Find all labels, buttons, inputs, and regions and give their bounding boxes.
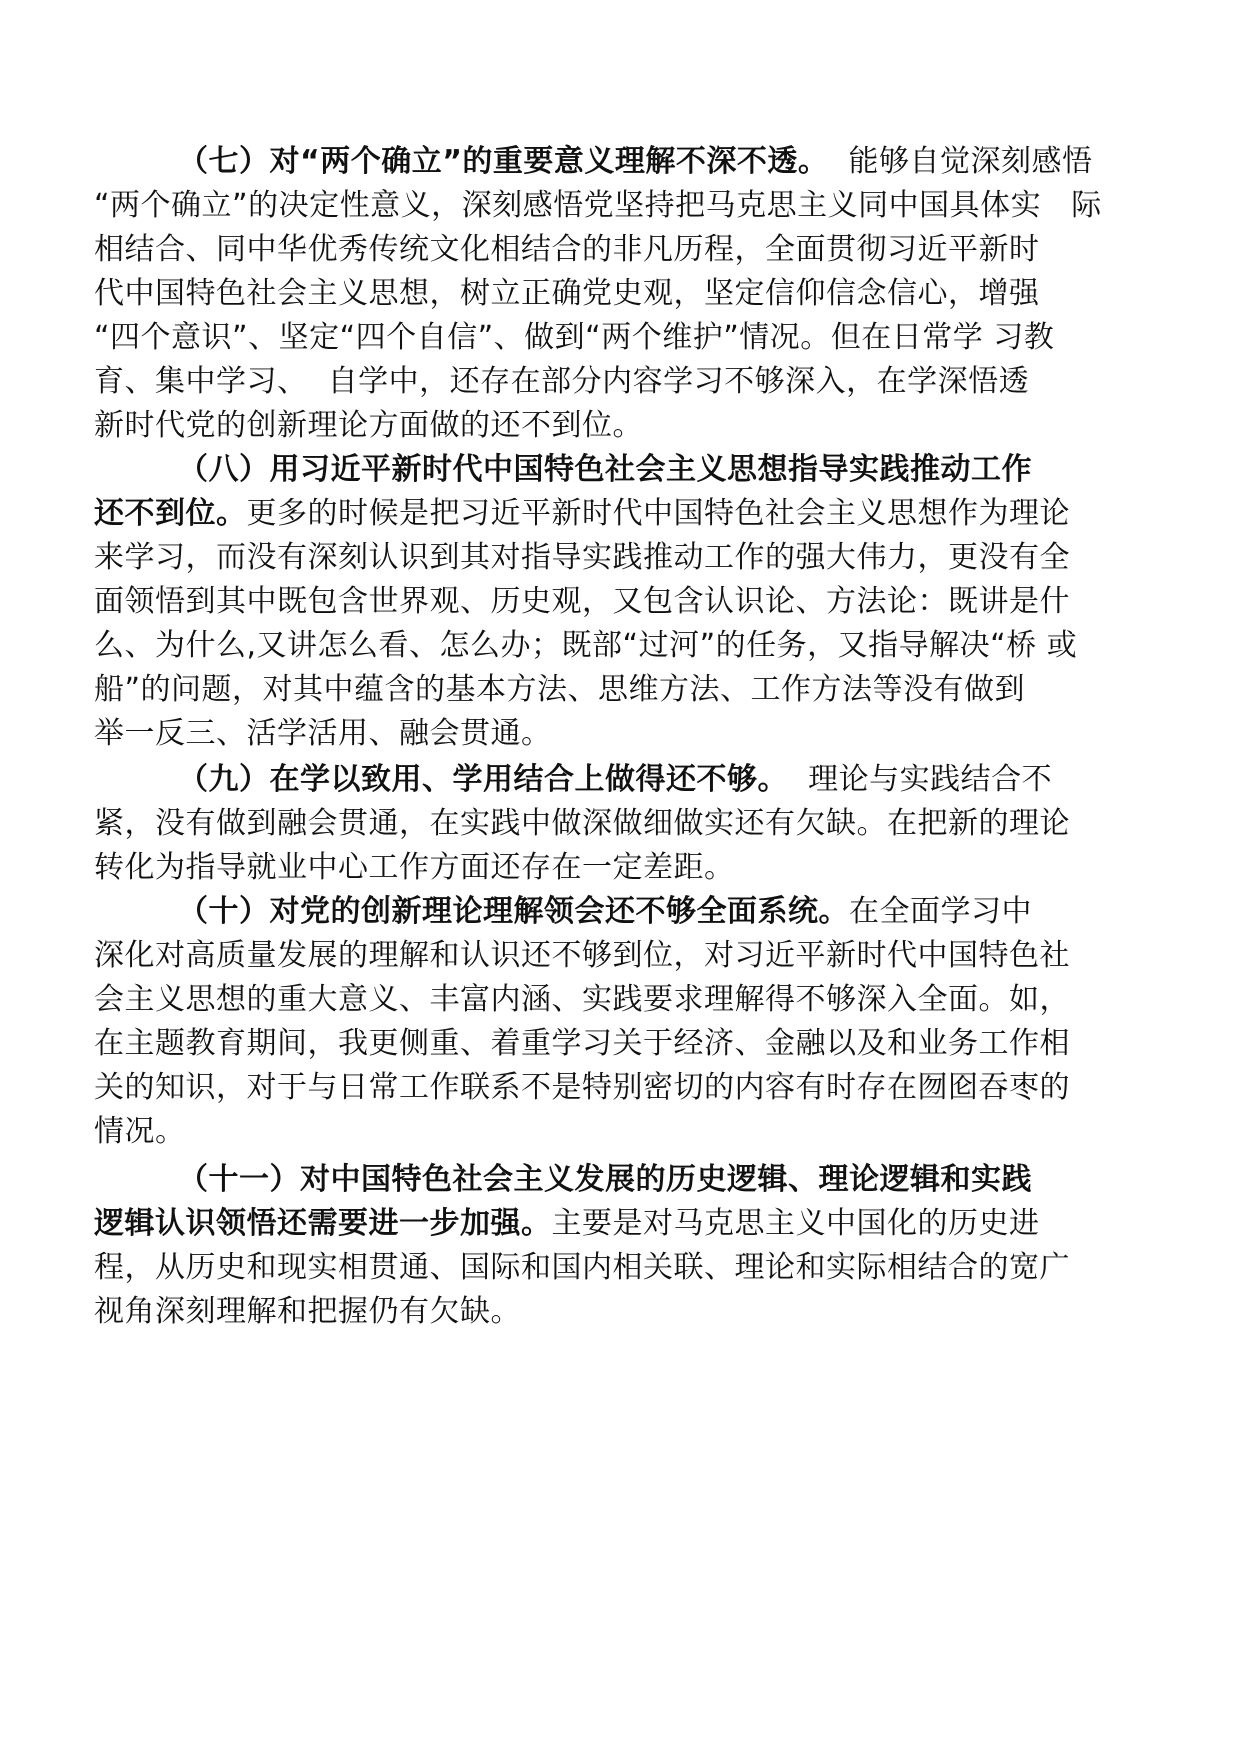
paragraph-text: 么、为什么,又讲怎么看、怎么办；既部“过河”的任务，又指导解决“桥 或 — [94, 628, 1078, 663]
section-heading: （九）在学以致用、学用结合上做得还不够。 — [178, 762, 788, 797]
text-line — [94, 848, 735, 888]
section-heading: 逻辑认识领悟还需要进一步加强。 — [94, 1206, 552, 1241]
text-line — [94, 1112, 186, 1152]
text-line — [178, 760, 1052, 800]
paragraph-text: “两个确立”的决定性意义，深刻感悟党坚持把马克思主义同中国具体实 际 — [94, 188, 1102, 223]
paragraph-text: 关的知识，对于与日常工作联系不是特别密切的内容有时存在囫囵吞枣的 — [94, 1070, 1070, 1105]
paragraph-text: 来学习，而没有深刻认识到其对指导实践推动工作的强大伟力，更没有全 — [94, 540, 1070, 575]
text-line — [94, 1248, 1070, 1288]
text-line — [94, 186, 1102, 226]
text-line — [94, 936, 1070, 976]
section-heading: 还不到位。 — [94, 496, 247, 531]
text-line — [94, 670, 1025, 710]
paragraph-text: 面领悟到其中既包含世界观、历史观，又包含认识论、方法论：既讲是什 — [94, 584, 1070, 619]
paragraph-text: 主要是对马克思主义中国化的历史进 — [551, 1206, 1040, 1241]
text-line — [94, 582, 1070, 622]
paragraph-text: 船”的问题，对其中蕴含的基本方法、思维方法、工作方法等没有做到 — [94, 672, 1026, 707]
paragraph-text: 新时代党的创新理论方面做的还不到位。 — [94, 408, 643, 443]
paragraph-text: 代中国特色社会主义思想，树立正确党史观，坚定信仰信念信心，增强 — [94, 276, 1040, 311]
text-line — [178, 1160, 1032, 1200]
paragraph-text: 举一反三、活学活用、融会贯通。 — [94, 716, 552, 751]
section-heading: （八）用习近平新时代中国特色社会主义思想指导实践推动工作 — [178, 452, 1032, 487]
paragraph-text: “四个意识”、坚定“四个自信”、做到“两个维护”情况。但在日常学 习教 — [94, 320, 1055, 355]
paragraph-text: 相结合、同中华优秀传统文化相结合的非凡历程，全面贯彻习近平新时 — [94, 232, 1040, 267]
text-line — [94, 230, 1040, 270]
text-line — [94, 318, 1054, 358]
text-line — [94, 1068, 1070, 1108]
text-line — [94, 362, 1029, 402]
text-line — [94, 1204, 1040, 1244]
section-heading: （七）对“两个确立”的重要意义理解不深不透。 — [178, 144, 829, 179]
paragraph-text: 在全面学习中 — [849, 894, 1032, 929]
paragraph-text: 育、集中学习、 自学中，还存在部分内容学习不够深入，在学深悟透 — [94, 364, 1030, 399]
section-heading: （十一）对中国特色社会主义发展的历史逻辑、理论逻辑和实践 — [178, 1162, 1032, 1197]
text-line — [94, 714, 552, 754]
paragraph-text: 会主义思想的重大意义、丰富内涵、实践要求理解得不够深入全面。如， — [94, 982, 1070, 1017]
text-line — [94, 804, 1070, 844]
text-line — [94, 1024, 1070, 1064]
paragraph-text: 视角深刻理解和把握仍有欠缺。 — [94, 1294, 521, 1329]
text-line — [94, 538, 1070, 578]
text-line — [94, 406, 643, 446]
text-line — [178, 892, 1032, 932]
text-line — [94, 1292, 521, 1332]
paragraph-text: 转化为指导就业中心工作方面还存在一定差距。 — [94, 850, 735, 885]
paragraph-text: 能够自觉深刻感悟 — [828, 144, 1093, 179]
paragraph-text: 更多的时候是把习近平新时代中国特色社会主义思想作为理论 — [246, 496, 1070, 531]
text-line — [178, 450, 1032, 490]
paragraph-text: 在主题教育期间，我更侧重、着重学习关于经济、金融以及和业务工作相 — [94, 1026, 1070, 1061]
text-line — [94, 274, 1040, 314]
text-line — [94, 980, 1070, 1020]
section-heading: （十）对党的创新理论理解领会还不够全面系统。 — [178, 894, 849, 929]
text-line — [178, 142, 1093, 182]
paragraph-text: 理论与实践结合不 — [788, 762, 1053, 797]
paragraph-text: 情况。 — [94, 1114, 186, 1149]
paragraph-text: 程，从历史和现实相贯通、国际和国内相关联、理论和实际相结合的宽广 — [94, 1250, 1070, 1285]
text-line — [94, 626, 1077, 666]
paragraph-text: 紧，没有做到融会贯通，在实践中做深做细做实还有欠缺。在把新的理论 — [94, 806, 1070, 841]
text-line — [94, 494, 1070, 534]
paragraph-text: 深化对高质量发展的理解和认识还不够到位，对习近平新时代中国特色社 — [94, 938, 1070, 973]
